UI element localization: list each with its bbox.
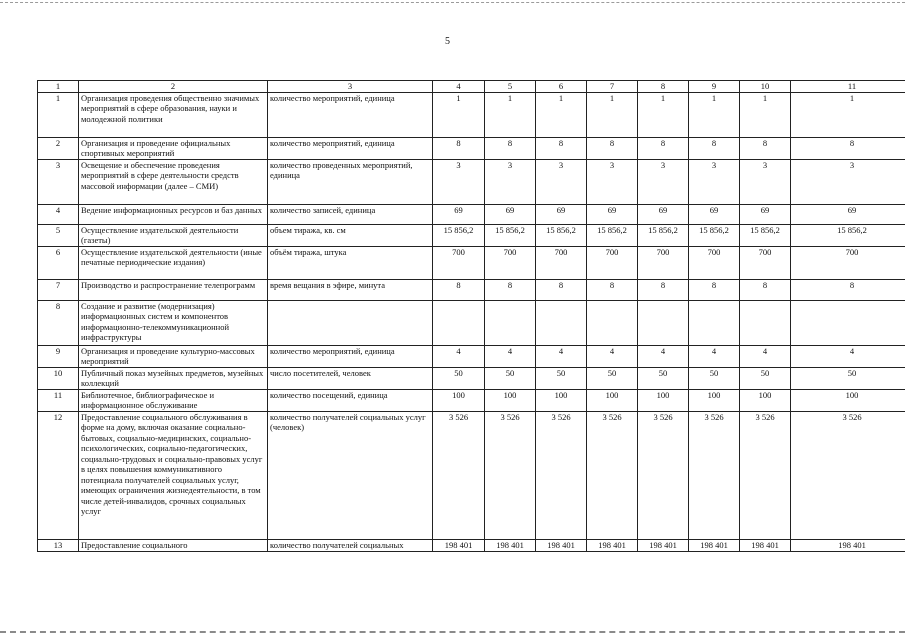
- indicator-value-cell: 700: [689, 246, 740, 279]
- indicator-value-cell: 15 856,2: [536, 224, 587, 246]
- indicator-value-cell: 8: [587, 279, 638, 300]
- column-header: 7: [587, 81, 638, 93]
- indicator-value-cell: 3: [689, 159, 740, 204]
- indicator-value-cell: 1: [536, 92, 587, 137]
- indicator-value-cell: 700: [587, 246, 638, 279]
- indicator-value-cell: 15 856,2: [433, 224, 485, 246]
- row-number-cell: 7: [38, 279, 79, 300]
- indicator-value-cell: 69: [587, 204, 638, 224]
- indicator-value-cell: 4: [433, 345, 485, 367]
- column-header: 2: [79, 81, 268, 93]
- indicator-value-cell: 50: [485, 367, 536, 389]
- indicator-value-cell: 8: [689, 137, 740, 159]
- table-row: [38, 92, 905, 137]
- service-name-cell: Библиотечное, библиографическое и информационное обслуживание: [79, 389, 268, 411]
- indicator-value-cell: 198 401: [536, 539, 587, 551]
- indicator-value-cell: [433, 300, 485, 345]
- indicator-value-cell: 700: [433, 246, 485, 279]
- indicator-value-cell: 4: [485, 345, 536, 367]
- service-name-cell: Ведение информационных ресурсов и баз данных: [79, 204, 268, 224]
- header-row: [38, 81, 905, 93]
- indicator-value-cell: 100: [791, 389, 905, 411]
- indicator-value-cell: [638, 300, 689, 345]
- indicator-value-cell: 15 856,2: [638, 224, 689, 246]
- service-name-cell: Предоставление социального обслуживания в форме на дому, включая оказание социально-бытовых, социально-медицинских, социально-психологических, социально-педагогических, социально-трудовых и социально-правовых услуг в целях повышения коммуникативного потенциала получателей социальных услуг, имеющих ограничения жизнедеятельности, в том числе детей-инвалидов, срочных социальных услуг: [79, 411, 268, 539]
- bottom-scan-edge: [0, 631, 905, 633]
- indicator-value-cell: 3 526: [433, 411, 485, 539]
- table-row: [38, 300, 905, 345]
- row-number-cell: 13: [38, 539, 79, 551]
- service-name-cell: Освещение и обеспечение проведения мероприятий в сфере деятельности средств массовой информации (далее – СМИ): [79, 159, 268, 204]
- indicator-unit-cell: число посетителей, человек: [268, 367, 433, 389]
- indicator-value-cell: 69: [433, 204, 485, 224]
- indicator-value-cell: 100: [587, 389, 638, 411]
- indicator-value-cell: 50: [638, 367, 689, 389]
- indicator-value-cell: 50: [536, 367, 587, 389]
- indicator-value-cell: 100: [638, 389, 689, 411]
- indicator-value-cell: 3 526: [638, 411, 689, 539]
- service-name-cell: Предоставление социального: [79, 539, 268, 551]
- row-number-cell: 10: [38, 367, 79, 389]
- indicator-value-cell: [536, 300, 587, 345]
- table-row: [38, 224, 905, 246]
- indicator-value-cell: 700: [791, 246, 905, 279]
- indicator-value-cell: 4: [791, 345, 905, 367]
- column-header: 4: [433, 81, 485, 93]
- indicator-value-cell: 15 856,2: [485, 224, 536, 246]
- indicator-value-cell: 100: [740, 389, 791, 411]
- top-scan-edge: [0, 2, 905, 3]
- indicator-value-cell: 700: [485, 246, 536, 279]
- row-number-cell: 8: [38, 300, 79, 345]
- indicator-value-cell: 3: [740, 159, 791, 204]
- indicator-value-cell: 3 526: [485, 411, 536, 539]
- row-number-cell: 6: [38, 246, 79, 279]
- indicator-value-cell: 3: [638, 159, 689, 204]
- indicator-value-cell: 3 526: [689, 411, 740, 539]
- indicator-value-cell: 8: [587, 137, 638, 159]
- indicator-value-cell: 8: [791, 137, 905, 159]
- indicator-value-cell: 3: [587, 159, 638, 204]
- indicator-value-cell: [485, 300, 536, 345]
- service-name-cell: Публичный показ музейных предметов, музейных коллекций: [79, 367, 268, 389]
- indicator-unit-cell: количество посещений, единица: [268, 389, 433, 411]
- indicator-value-cell: 8: [485, 279, 536, 300]
- indicator-value-cell: [587, 300, 638, 345]
- indicator-value-cell: 3 526: [536, 411, 587, 539]
- indicator-unit-cell: количество проведенных мероприятий, единица: [268, 159, 433, 204]
- service-name-cell: Организация проведения общественно значимых мероприятий в сфере образования, науки и молодежной политики: [79, 92, 268, 137]
- indicator-unit-cell: количество мероприятий, единица: [268, 345, 433, 367]
- indicator-value-cell: 8: [740, 137, 791, 159]
- table-row: [38, 367, 905, 389]
- indicator-value-cell: 69: [689, 204, 740, 224]
- table-row: [38, 204, 905, 224]
- indicator-value-cell: 100: [433, 389, 485, 411]
- service-name-cell: Осуществление издательской деятельности (иные печатные периодические издания): [79, 246, 268, 279]
- indicator-value-cell: 50: [433, 367, 485, 389]
- indicator-value-cell: 15 856,2: [587, 224, 638, 246]
- indicator-value-cell: 15 856,2: [740, 224, 791, 246]
- indicator-value-cell: 4: [689, 345, 740, 367]
- indicator-value-cell: 1: [638, 92, 689, 137]
- indicator-unit-cell: объём тиража, штука: [268, 246, 433, 279]
- indicator-value-cell: 3: [433, 159, 485, 204]
- service-name-cell: Создание и развитие (модернизация) информационных систем и компонентов информационно-телекоммуникационной инфраструктуры: [79, 300, 268, 345]
- indicator-value-cell: 198 401: [485, 539, 536, 551]
- indicator-value-cell: 8: [433, 279, 485, 300]
- indicator-value-cell: 50: [689, 367, 740, 389]
- indicators-table: [37, 80, 905, 552]
- indicator-unit-cell: время вещания в эфире, минута: [268, 279, 433, 300]
- indicator-value-cell: 3: [536, 159, 587, 204]
- indicator-value-cell: [791, 300, 905, 345]
- indicator-value-cell: 3: [485, 159, 536, 204]
- table-row: [38, 246, 905, 279]
- indicator-value-cell: 100: [536, 389, 587, 411]
- indicator-value-cell: 8: [536, 137, 587, 159]
- indicator-value-cell: 3 526: [791, 411, 905, 539]
- indicator-value-cell: 198 401: [740, 539, 791, 551]
- indicator-value-cell: 1: [433, 92, 485, 137]
- indicator-value-cell: 198 401: [689, 539, 740, 551]
- column-header: 6: [536, 81, 587, 93]
- indicator-value-cell: 700: [536, 246, 587, 279]
- table-row: [38, 411, 905, 539]
- indicator-value-cell: 3: [791, 159, 905, 204]
- indicator-value-cell: 4: [587, 345, 638, 367]
- indicator-value-cell: 198 401: [587, 539, 638, 551]
- indicator-value-cell: [740, 300, 791, 345]
- table-row: [38, 345, 905, 367]
- column-header: 1: [38, 81, 79, 93]
- service-name-cell: Осуществление издательской деятельности (газеты): [79, 224, 268, 246]
- service-name-cell: Организация и проведение культурно-массовых мероприятий: [79, 345, 268, 367]
- indicator-value-cell: 50: [791, 367, 905, 389]
- indicator-value-cell: 4: [638, 345, 689, 367]
- indicator-unit-cell: количество мероприятий, единица: [268, 92, 433, 137]
- column-header: 8: [638, 81, 689, 93]
- indicator-unit-cell: объем тиража, кв. см: [268, 224, 433, 246]
- indicator-value-cell: 1: [587, 92, 638, 137]
- indicator-value-cell: 100: [689, 389, 740, 411]
- indicator-value-cell: 69: [791, 204, 905, 224]
- row-number-cell: 11: [38, 389, 79, 411]
- indicator-value-cell: 15 856,2: [689, 224, 740, 246]
- indicator-value-cell: 69: [536, 204, 587, 224]
- indicator-value-cell: 8: [536, 279, 587, 300]
- indicator-value-cell: 198 401: [433, 539, 485, 551]
- indicator-value-cell: 1: [689, 92, 740, 137]
- indicator-unit-cell: количество получателей социальных: [268, 539, 433, 551]
- indicator-value-cell: 4: [740, 345, 791, 367]
- indicator-value-cell: 198 401: [791, 539, 905, 551]
- indicator-value-cell: 8: [433, 137, 485, 159]
- indicator-value-cell: 50: [740, 367, 791, 389]
- indicator-value-cell: 8: [638, 279, 689, 300]
- indicator-unit-cell: количество записей, единица: [268, 204, 433, 224]
- service-name-cell: Производство и распространение телепрограмм: [79, 279, 268, 300]
- indicator-unit-cell: количество мероприятий, единица: [268, 137, 433, 159]
- row-number-cell: 1: [38, 92, 79, 137]
- indicator-value-cell: 15 856,2: [791, 224, 905, 246]
- indicator-value-cell: 3 526: [740, 411, 791, 539]
- indicator-value-cell: 1: [791, 92, 905, 137]
- service-name-cell: Организация и проведение официальных спортивных мероприятий: [79, 137, 268, 159]
- indicator-value-cell: 8: [791, 279, 905, 300]
- column-header: 9: [689, 81, 740, 93]
- indicator-value-cell: 8: [485, 137, 536, 159]
- table-row: [38, 137, 905, 159]
- indicator-unit-cell: [268, 300, 433, 345]
- row-number-cell: 4: [38, 204, 79, 224]
- table-row: [38, 159, 905, 204]
- table-row: [38, 389, 905, 411]
- indicator-value-cell: 69: [485, 204, 536, 224]
- indicator-value-cell: 69: [740, 204, 791, 224]
- column-header: 10: [740, 81, 791, 93]
- indicator-value-cell: 1: [740, 92, 791, 137]
- indicator-value-cell: 100: [485, 389, 536, 411]
- table-row: [38, 279, 905, 300]
- indicator-value-cell: 700: [638, 246, 689, 279]
- indicator-value-cell: 1: [485, 92, 536, 137]
- row-number-cell: 5: [38, 224, 79, 246]
- column-header: 3: [268, 81, 433, 93]
- column-header: 5: [485, 81, 536, 93]
- table-row: [38, 539, 905, 551]
- indicator-value-cell: 198 401: [638, 539, 689, 551]
- indicator-unit-cell: количество получателей социальных услуг (человек): [268, 411, 433, 539]
- indicator-value-cell: 3 526: [587, 411, 638, 539]
- indicator-value-cell: 700: [740, 246, 791, 279]
- page-number: 5: [445, 36, 450, 47]
- indicator-value-cell: 4: [536, 345, 587, 367]
- indicator-value-cell: 69: [638, 204, 689, 224]
- indicator-value-cell: 8: [638, 137, 689, 159]
- indicator-value-cell: 8: [689, 279, 740, 300]
- column-header: 11: [791, 81, 905, 93]
- indicator-value-cell: 50: [587, 367, 638, 389]
- indicator-value-cell: 8: [740, 279, 791, 300]
- row-number-cell: 9: [38, 345, 79, 367]
- indicator-value-cell: [689, 300, 740, 345]
- row-number-cell: 12: [38, 411, 79, 539]
- row-number-cell: 2: [38, 137, 79, 159]
- row-number-cell: 3: [38, 159, 79, 204]
